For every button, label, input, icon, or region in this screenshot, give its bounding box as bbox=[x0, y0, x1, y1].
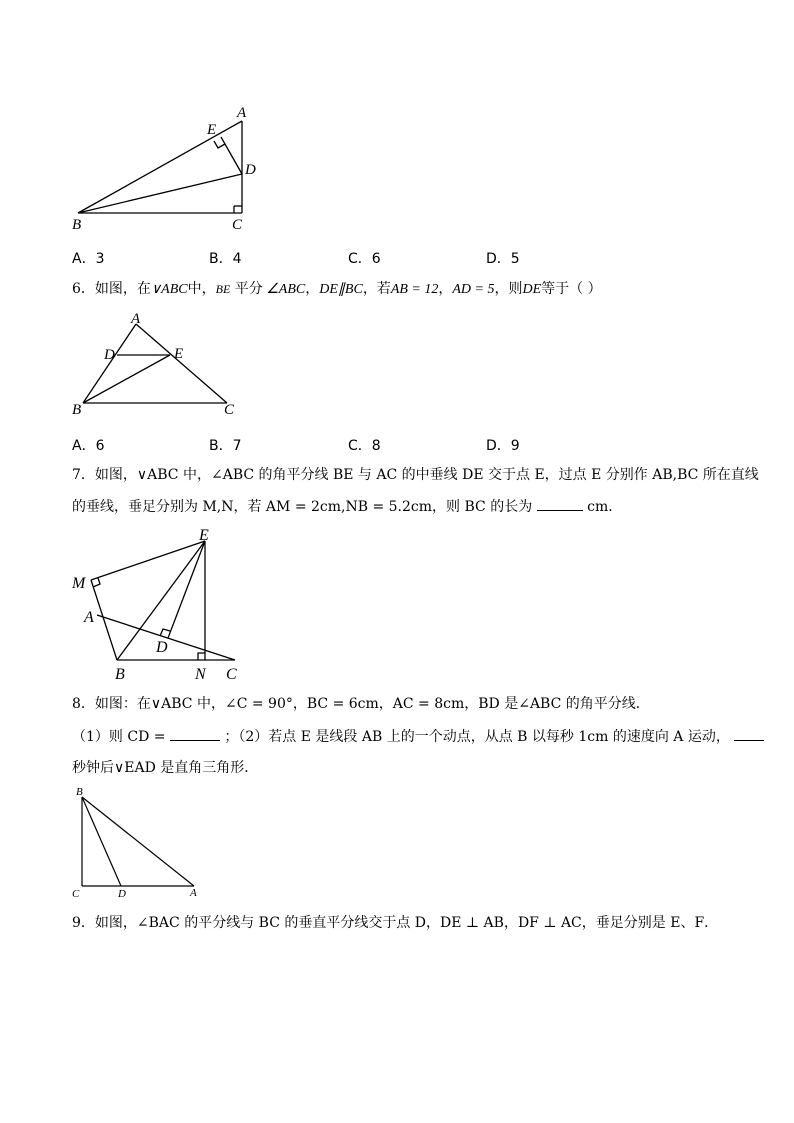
fig6-label-d: D bbox=[104, 347, 115, 363]
q8-line-3: 秒钟后∨EAD 是直角三角形． bbox=[72, 760, 259, 776]
fig8-label-b: B bbox=[76, 786, 83, 798]
q7-line-1: 7．如图，∨ABC 中，∠ABC 的角平分线 BE 与 AC 的中垂线 DE 交于点 E，过点 E 分别作 AB,BC 所在直线 bbox=[72, 467, 759, 483]
q6-de: DE bbox=[522, 282, 542, 297]
fig6-label-e: E bbox=[174, 346, 184, 362]
fig7-label-e: E bbox=[199, 527, 209, 544]
q8-line-1: 8．如图：在∨ABC 中，∠C = 90°，BC = 6cm，AC = 8cm，BD 是∠ABC 的角平分线． bbox=[72, 696, 650, 712]
q6-option-c[interactable]: C．8 bbox=[348, 438, 381, 454]
fig8-label-c: C bbox=[72, 888, 80, 900]
q6-option-a[interactable]: A．6 bbox=[72, 438, 105, 454]
q6-bisect: 平分 bbox=[230, 281, 263, 297]
q6-angle: ∠ABC bbox=[262, 282, 306, 297]
q8-line-2b: ；（2）若点 E 是线段 AB 上的一个动点，从点 B 以每秒 1cm 的速度向 A 运动， bbox=[224, 729, 730, 745]
q5-option-a[interactable]: A．3 bbox=[72, 251, 105, 267]
q5-option-d[interactable]: D．5 bbox=[486, 251, 520, 267]
q6-mid: 中， bbox=[187, 281, 216, 297]
fig5-label-d: D bbox=[245, 162, 256, 178]
q6-be: BE bbox=[215, 282, 231, 296]
q6-end1: ，则 bbox=[494, 281, 523, 297]
q6-number: 6．如图，在 bbox=[72, 281, 151, 297]
q5-option-c[interactable]: C．6 bbox=[348, 251, 381, 267]
q6-end2: 等于（ ） bbox=[541, 281, 602, 297]
q6-parallel: DE∥BC bbox=[319, 282, 363, 297]
fig7-label-b: B bbox=[115, 666, 125, 683]
q8-line-2a: （1）则 CD = bbox=[72, 729, 166, 745]
q7-line-2a: 的垂线，垂足分别为 M,N，若 AM = 2cm,NB = 5.2cm，则 BC 的长为 bbox=[72, 499, 533, 515]
fig5-label-b: B bbox=[72, 217, 82, 233]
fig5-label-c: C bbox=[232, 217, 243, 233]
q6-ad: AD = 5 bbox=[452, 282, 495, 297]
q6-triangle: ∨ABC bbox=[150, 282, 188, 297]
fig6-label-a: A bbox=[131, 311, 141, 327]
q6-cond: ，若 bbox=[362, 281, 391, 297]
fig7-label-n: N bbox=[195, 666, 206, 683]
q7-line-2b: cm． bbox=[587, 499, 623, 515]
fig5-label-e: E bbox=[207, 122, 217, 138]
q9-line-1: 9．如图，∠BAC 的平分线与 BC 的垂直平分线交于点 D，DE ⊥ AB，DF ⊥ AC，垂足分别是 E、F． bbox=[72, 915, 719, 931]
fig7-label-d: D bbox=[156, 639, 168, 656]
fig8-label-d: D bbox=[118, 888, 126, 900]
q6-comma1: ， bbox=[305, 281, 320, 297]
q5-option-b[interactable]: B．4 bbox=[209, 251, 242, 267]
fig6-label-c: C bbox=[224, 402, 235, 418]
fig8-label-a: A bbox=[190, 887, 197, 899]
q6-comma2: ， bbox=[438, 281, 453, 297]
fig5-label-a: A bbox=[237, 105, 247, 121]
fig7-label-a: A bbox=[84, 609, 94, 626]
q6-option-d[interactable]: D．9 bbox=[486, 438, 520, 454]
fig6-label-b: B bbox=[72, 402, 82, 418]
fig7-label-c: C bbox=[226, 666, 237, 683]
q6-option-b[interactable]: B．7 bbox=[209, 438, 242, 454]
fig7-label-m: M bbox=[72, 575, 86, 592]
q6-ab: AB = 12 bbox=[390, 282, 439, 297]
